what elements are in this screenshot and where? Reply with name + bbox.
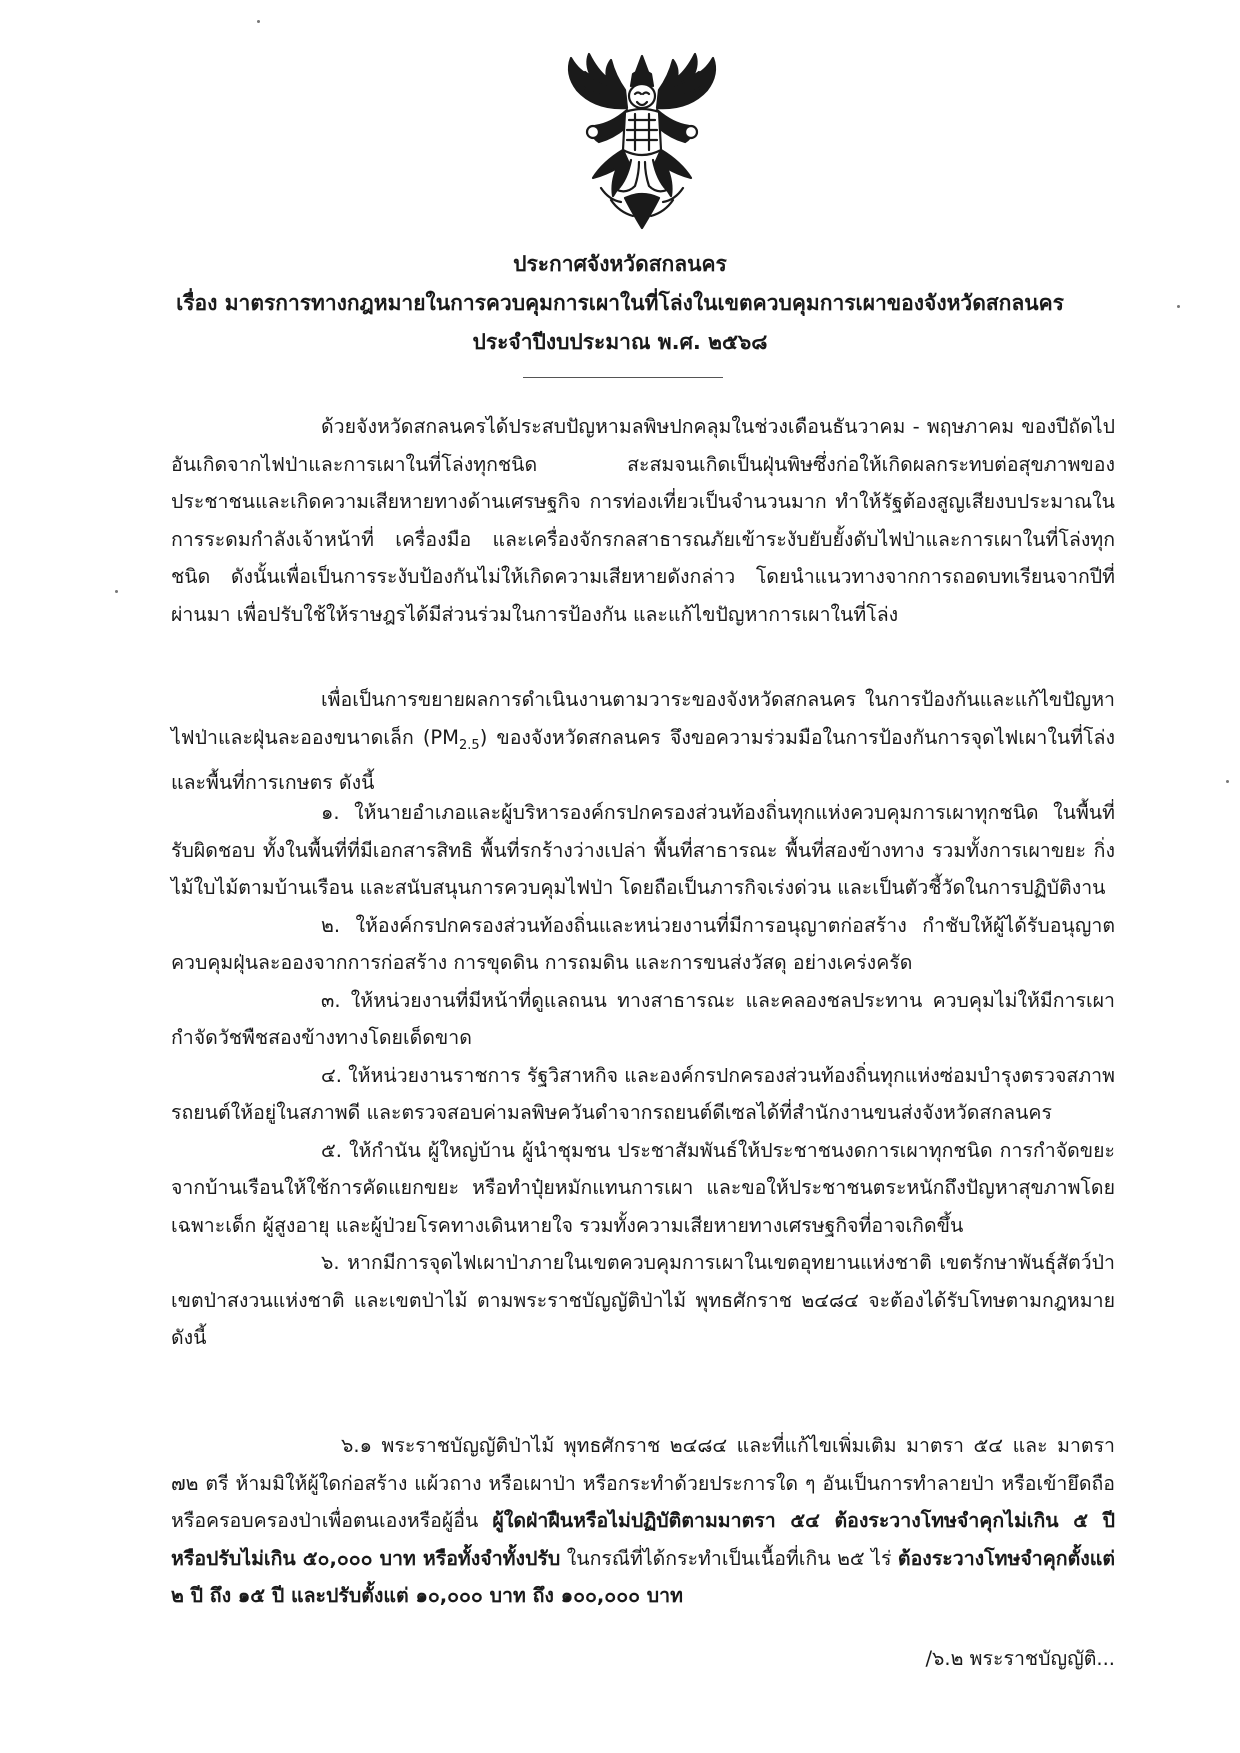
- list-item-6: ๖. หากมีการจุดไฟเผาป่าภายในเขตควบคุมการเผาในเขตอุทยานแห่งชาติ เขตรักษาพันธุ์สัตว์ป่า เขตป่าสงวนแห่งชาติ และเขตป่าไม้ ตามพระราชบัญญัติป่าไม้ พุทธศักราช ๒๔๘๔ จะต้องได้รับโทษตามกฎหมาย ดังนี้: [171, 1251, 1115, 1349]
- item-6-1-text-c: ในกรณีที่ได้กระทำเป็นเนื้อที่เกิน ๒๕ ไร่: [560, 1546, 898, 1570]
- list-item-3: ๓. ให้หน่วยงานที่มีหน้าที่ดูแลถนน ทางสาธารณะ และคลองชลประทาน ควบคุมไม่ให้มีการเผากำจัดวัชพืชสองข้างทางโดยเด็ดขาด: [171, 988, 1115, 1049]
- scan-speck: [257, 20, 260, 23]
- subsection-6-1: [171, 1427, 1115, 1615]
- purpose-paragraph: [171, 681, 1115, 801]
- list-item-4: ๔. ให้หน่วยงานราชการ รัฐวิสาหกิจ และองค์กรปกครองส่วนท้องถิ่นทุกแห่งซ่อมบำรุงตรวจสภาพรถยนต์ให้อยู่ในสภาพดี และตรวจสอบค่ามลพิษควันดำจากรถยนต์ดีเซลได้ที่สำนักงานขนส่งจังหวัดสกลนคร: [171, 1063, 1115, 1124]
- announcement-fiscal-year: ประจำปีงบประมาณ พ.ศ. ๒๕๖๘: [472, 330, 768, 354]
- announcement-title: ประกาศจังหวัดสกลนคร: [513, 252, 727, 276]
- announcement-header: [0, 245, 1240, 362]
- intro-paragraph: ด้วยจังหวัดสกลนครได้ประสบปัญหามลพิษปกคลุมในช่วงเดือนธันวาคม - พฤษภาคม ของปีถัดไป อันเกิดจากไฟป่าและการเผาในที่โล่งทุกชนิด สะสมจนเกิดเป็นฝุ่นพิษซึ่งก่อให้เกิดผลกระทบต่อสุขภาพของประชาชนและเกิดความเสียหายทางด้านเศรษฐกิจ การท่องเที่ยวเป็นจำนวนมาก ทำให้รัฐต้องสูญเสียงบประมาณในการระดมกำลังเจ้าหน้าที่ เครื่องมือ และเครื่องจักรกลสาธารณภัยเข้าระงับยับยั้งดับไฟป่าและการเผาในที่โล่งทุกชนิด ดังนั้นเพื่อเป็นการระงับป้องกันไม่ให้เกิดความเสียหายดังกล่าว โดยนำแนวทางจากการถอดบทเรียนจากปีที่ผ่านมา เพื่อปรับใช้ให้ราษฎรได้มีส่วนร่วมในการป้องกัน และแก้ไขปัญหาการเผาในที่โล่ง: [171, 415, 1115, 626]
- announcement-subject: เรื่อง มาตรการทางกฎหมายในการควบคุมการเผาในที่โล่งในเขตควบคุมการเผาของจังหวัดสกลนคร: [176, 291, 1064, 315]
- intro-section: [171, 408, 1115, 633]
- item-6-1-text-a: ๖.๑ พระราชบัญญัติป่าไม้ พุทธศักราช ๒๔๘๔ และที่แก้ไขเพิ่มเติม มาตรา ๕๔ และ มาตรา ๗๒ ตรี ห้ามมิให้ผู้ใดก่อสร้าง แผ้วถาง หรือเผาป่า หรือกระทำด้วยประการใด ๆ อันเป็นการทำลายป่า หรือเข้ายึดถือหรือครอบครองป่าเพื่อตนเองหรือผู้อื่น: [171, 1434, 1115, 1532]
- header-divider: [523, 377, 723, 378]
- scan-speck: [115, 590, 118, 593]
- list-item-2: ๒. ให้องค์กรปกครองส่วนท้องถิ่นและหน่วยงานที่มีการอนุญาตก่อสร้าง กำชับให้ผู้ได้รับอนุญาตควบคุมฝุ่นละอองจากการก่อสร้าง การขุดดิน การถมดิน และการขนส่งวัสดุ อย่างเคร่งครัด: [171, 913, 1115, 974]
- list-item-5: ๕. ให้กำนัน ผู้ใหญ่บ้าน ผู้นำชุมชน ประชาสัมพันธ์ให้ประชาชนงดการเผาทุกชนิด การกำจัดขยะจากบ้านเรือนให้ใช้การคัดแยกขยะ หรือทำปุ๋ยหมักแทนการเผา และขอให้ประชาชนตระหนักถึงปัญหาสุขภาพโดยเฉพาะเด็ก ผู้สูงอายุ และผู้ป่วยโรคทางเดินหายใจ รวมทั้งความเสียหายทางเศรษฐกิจที่อาจเกิดขึ้น: [171, 1138, 1115, 1237]
- scan-speck: [1177, 305, 1180, 308]
- pm-subscript: 2.5: [459, 737, 480, 753]
- item-6-1-penalty-a: ผู้ใดฝ่าฝืนหรือไม่ปฏิบัติตามมาตรา ๕๔ ต้องระวางโทษจำคุกไม่เกิน ๕ ปี หรือปรับไม่เกิน ๕๐,๐๐๐ บาท หรือทั้งจำทั้งปรับ: [171, 1509, 1115, 1570]
- continued-marker: /๖.๒ พระราชบัญญัติ...: [925, 1647, 1115, 1670]
- measures-list: [171, 794, 1115, 1357]
- list-item-1: ๑. ให้นายอำเภอและผู้บริหารองค์กรปกครองส่วนท้องถิ่นทุกแห่งควบคุมการเผาทุกชนิด ในพื้นที่รับผิดชอบ ทั้งในพื้นที่ที่มีเอกสารสิทธิ พื้นที่รกร้างว่างเปล่า พื้นที่สาธารณะ พื้นที่สองข้างทาง รวมทั้งการเผาขยะ กิ่งไม้ใบไม้ตามบ้านเรือน และสนับสนุนการควบคุมไฟป่า โดยถือเป็นภารกิจเร่งด่วน และเป็นตัวชี้วัดในการปฏิบัติงาน: [171, 801, 1115, 899]
- item-6-1-penalty-b: ต้องระวางโทษจำคุกตั้งแต่ ๒ ปี ถึง ๑๕ ปี และปรับตั้งแต่ ๑๐,๐๐๐ บาท ถึง ๑๐๐,๐๐๐ บาท: [171, 1546, 1116, 1607]
- purpose-section: [171, 681, 1115, 801]
- scan-speck: [1226, 780, 1229, 783]
- purpose-text-a: เพื่อเป็นการขยายผลการดำเนินงานตามวาระของจังหวัดสกลนคร ในการป้องกันและแก้ไขปัญหาไฟป่าและฝุ่นละอองขนาดเล็ก (PM: [171, 688, 1115, 749]
- purpose-text-b: ) ของจังหวัดสกลนคร จึงขอความร่วมมือในการป้องกันการจุดไฟเผาในที่โล่ง และพื้นที่การเกษตร ดังนี้: [171, 725, 1116, 794]
- garuda-emblem-icon: [555, 50, 730, 235]
- list-item-6-1: [171, 1427, 1115, 1615]
